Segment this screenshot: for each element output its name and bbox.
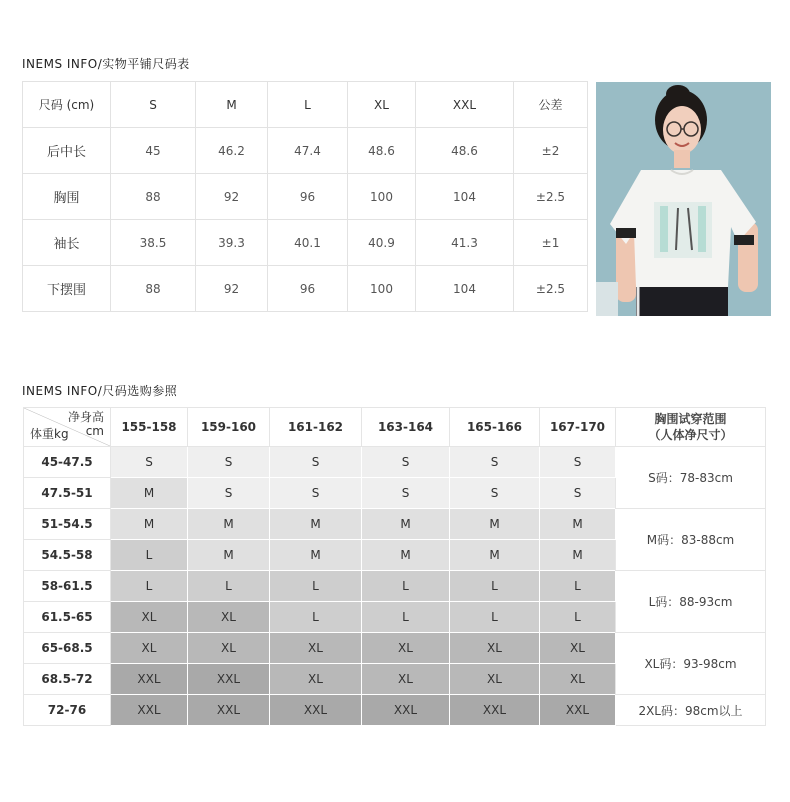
measurement-table (22, 81, 588, 312)
size-cell: L (362, 571, 450, 602)
measurement-cell: 96 (268, 174, 348, 220)
size-cell: M (111, 509, 188, 540)
size-cell: XXL (188, 695, 270, 726)
size-cell: S (450, 447, 540, 478)
weight-cell: 51-54.5 (24, 509, 111, 540)
guide-row (24, 447, 766, 478)
header-cell: XXL (416, 82, 514, 128)
measurement-cell: 88 (111, 266, 196, 312)
size-cell: S (540, 478, 616, 509)
size-cell: XL (450, 633, 540, 664)
chest-range-note: 2XL码：98cm以上 (616, 695, 766, 726)
size-cell: S (111, 447, 188, 478)
measurement-cell: 40.9 (348, 220, 416, 266)
measurement-cell: 100 (348, 266, 416, 312)
size-cell: S (540, 447, 616, 478)
size-cell: M (270, 540, 362, 571)
corner-height-unit: cm (85, 424, 104, 438)
tolerance-cell: ±2.5 (514, 266, 588, 312)
height-header: 165-166 (450, 408, 540, 447)
guide-row (24, 571, 766, 602)
height-header: 161-162 (270, 408, 362, 447)
corner-cell (24, 408, 111, 447)
size-cell: M (540, 509, 616, 540)
size-cell: XL (111, 602, 188, 633)
measurement-row (23, 174, 588, 220)
measurement-cell: 92 (196, 174, 268, 220)
weight-cell: 58-61.5 (24, 571, 111, 602)
chest-range-header-line1: 胸围试穿范围 (654, 412, 727, 426)
measurement-cell: 88 (111, 174, 196, 220)
size-cell: XL (270, 633, 362, 664)
size-cell: M (188, 540, 270, 571)
weight-cell: 65-68.5 (24, 633, 111, 664)
size-cell: L (362, 602, 450, 633)
size-cell: S (270, 447, 362, 478)
height-header: 163-164 (362, 408, 450, 447)
model-photo (596, 82, 771, 316)
size-cell: L (111, 571, 188, 602)
height-header: 167-170 (540, 408, 616, 447)
size-cell: XXL (111, 664, 188, 695)
measurement-cell: 38.5 (111, 220, 196, 266)
header-cell: 公差 (514, 82, 588, 128)
chest-range-note: XL码：93-98cm (616, 633, 766, 695)
size-cell: M (362, 509, 450, 540)
row-label: 胸围 (23, 174, 111, 220)
size-cell: M (111, 478, 188, 509)
size-cell: XL (362, 664, 450, 695)
size-cell: M (540, 540, 616, 571)
measurement-cell: 45 (111, 128, 196, 174)
guide-row (24, 633, 766, 664)
size-cell: S (188, 478, 270, 509)
measurement-cell: 46.2 (196, 128, 268, 174)
size-cell: L (270, 602, 362, 633)
measurement-row (23, 220, 588, 266)
weight-cell: 61.5-65 (24, 602, 111, 633)
tolerance-cell: ±2 (514, 128, 588, 174)
size-cell: S (362, 478, 450, 509)
size-cell: L (450, 571, 540, 602)
measurement-cell: 48.6 (348, 128, 416, 174)
size-cell: XL (188, 602, 270, 633)
corner-weight-label: 体重kg (30, 427, 69, 441)
measurement-row (23, 128, 588, 174)
size-cell: XL (362, 633, 450, 664)
size-cell: M (450, 540, 540, 571)
size-cell: XXL (188, 664, 270, 695)
size-cell: XXL (450, 695, 540, 726)
chest-range-note: M码：83-88cm (616, 509, 766, 571)
size-cell: S (362, 447, 450, 478)
tolerance-cell: ±2.5 (514, 174, 588, 220)
measurement-header-row (23, 82, 588, 128)
size-cell: S (270, 478, 362, 509)
header-cell: S (111, 82, 196, 128)
chest-range-header-line2: （人体净尺寸） (648, 428, 733, 442)
size-cell: L (111, 540, 188, 571)
row-label: 袖长 (23, 220, 111, 266)
size-cell: L (450, 602, 540, 633)
measurement-cell: 41.3 (416, 220, 514, 266)
size-cell: XL (111, 633, 188, 664)
corner-height-label: 净身高 (67, 410, 104, 424)
size-cell: XXL (270, 695, 362, 726)
size-cell: XXL (362, 695, 450, 726)
size-cell: XXL (111, 695, 188, 726)
size-cell: M (188, 509, 270, 540)
measurement-cell: 96 (268, 266, 348, 312)
guide-row (24, 509, 766, 540)
size-cell: M (270, 509, 362, 540)
size-cell: XXL (540, 695, 616, 726)
measure-section-heading: INEMS INFO/实物平铺尺码表 (22, 57, 190, 71)
weight-cell: 72-76 (24, 695, 111, 726)
size-cell: XL (540, 633, 616, 664)
height-header: 155-158 (111, 408, 188, 447)
row-label: 后中长 (23, 128, 111, 174)
tolerance-cell: ±1 (514, 220, 588, 266)
guide-row (24, 695, 766, 726)
measurement-cell: 92 (196, 266, 268, 312)
chest-range-note: L码：88-93cm (616, 571, 766, 633)
guide-section-heading: INEMS INFO/尺码选购参照 (22, 384, 178, 398)
measurement-cell: 48.6 (416, 128, 514, 174)
header-cell: M (196, 82, 268, 128)
size-cell: M (362, 540, 450, 571)
weight-cell: 47.5-51 (24, 478, 111, 509)
header-cell: 尺码 (cm) (23, 82, 111, 128)
header-cell: XL (348, 82, 416, 128)
row-label: 下摆围 (23, 266, 111, 312)
size-cell: S (188, 447, 270, 478)
size-cell: XL (270, 664, 362, 695)
weight-cell: 45-47.5 (24, 447, 111, 478)
size-cell: L (540, 571, 616, 602)
measurement-cell: 39.3 (196, 220, 268, 266)
size-guide-table (23, 407, 766, 726)
guide-header-row (24, 408, 766, 447)
size-cell: L (540, 602, 616, 633)
measurement-cell: 47.4 (268, 128, 348, 174)
weight-cell: 68.5-72 (24, 664, 111, 695)
size-cell: M (450, 509, 540, 540)
model-illustration (596, 82, 771, 316)
size-cell: XL (188, 633, 270, 664)
weight-cell: 54.5-58 (24, 540, 111, 571)
size-cell: L (270, 571, 362, 602)
chest-range-note: S码：78-83cm (616, 447, 766, 509)
chest-range-header (616, 408, 766, 447)
measurement-cell: 104 (416, 266, 514, 312)
measurement-cell: 104 (416, 174, 514, 220)
measurement-cell: 40.1 (268, 220, 348, 266)
height-header: 159-160 (188, 408, 270, 447)
header-cell: L (268, 82, 348, 128)
measurement-row (23, 266, 588, 312)
size-cell: XL (540, 664, 616, 695)
size-cell: L (188, 571, 270, 602)
measurement-cell: 100 (348, 174, 416, 220)
size-cell: XL (450, 664, 540, 695)
size-cell: S (450, 478, 540, 509)
